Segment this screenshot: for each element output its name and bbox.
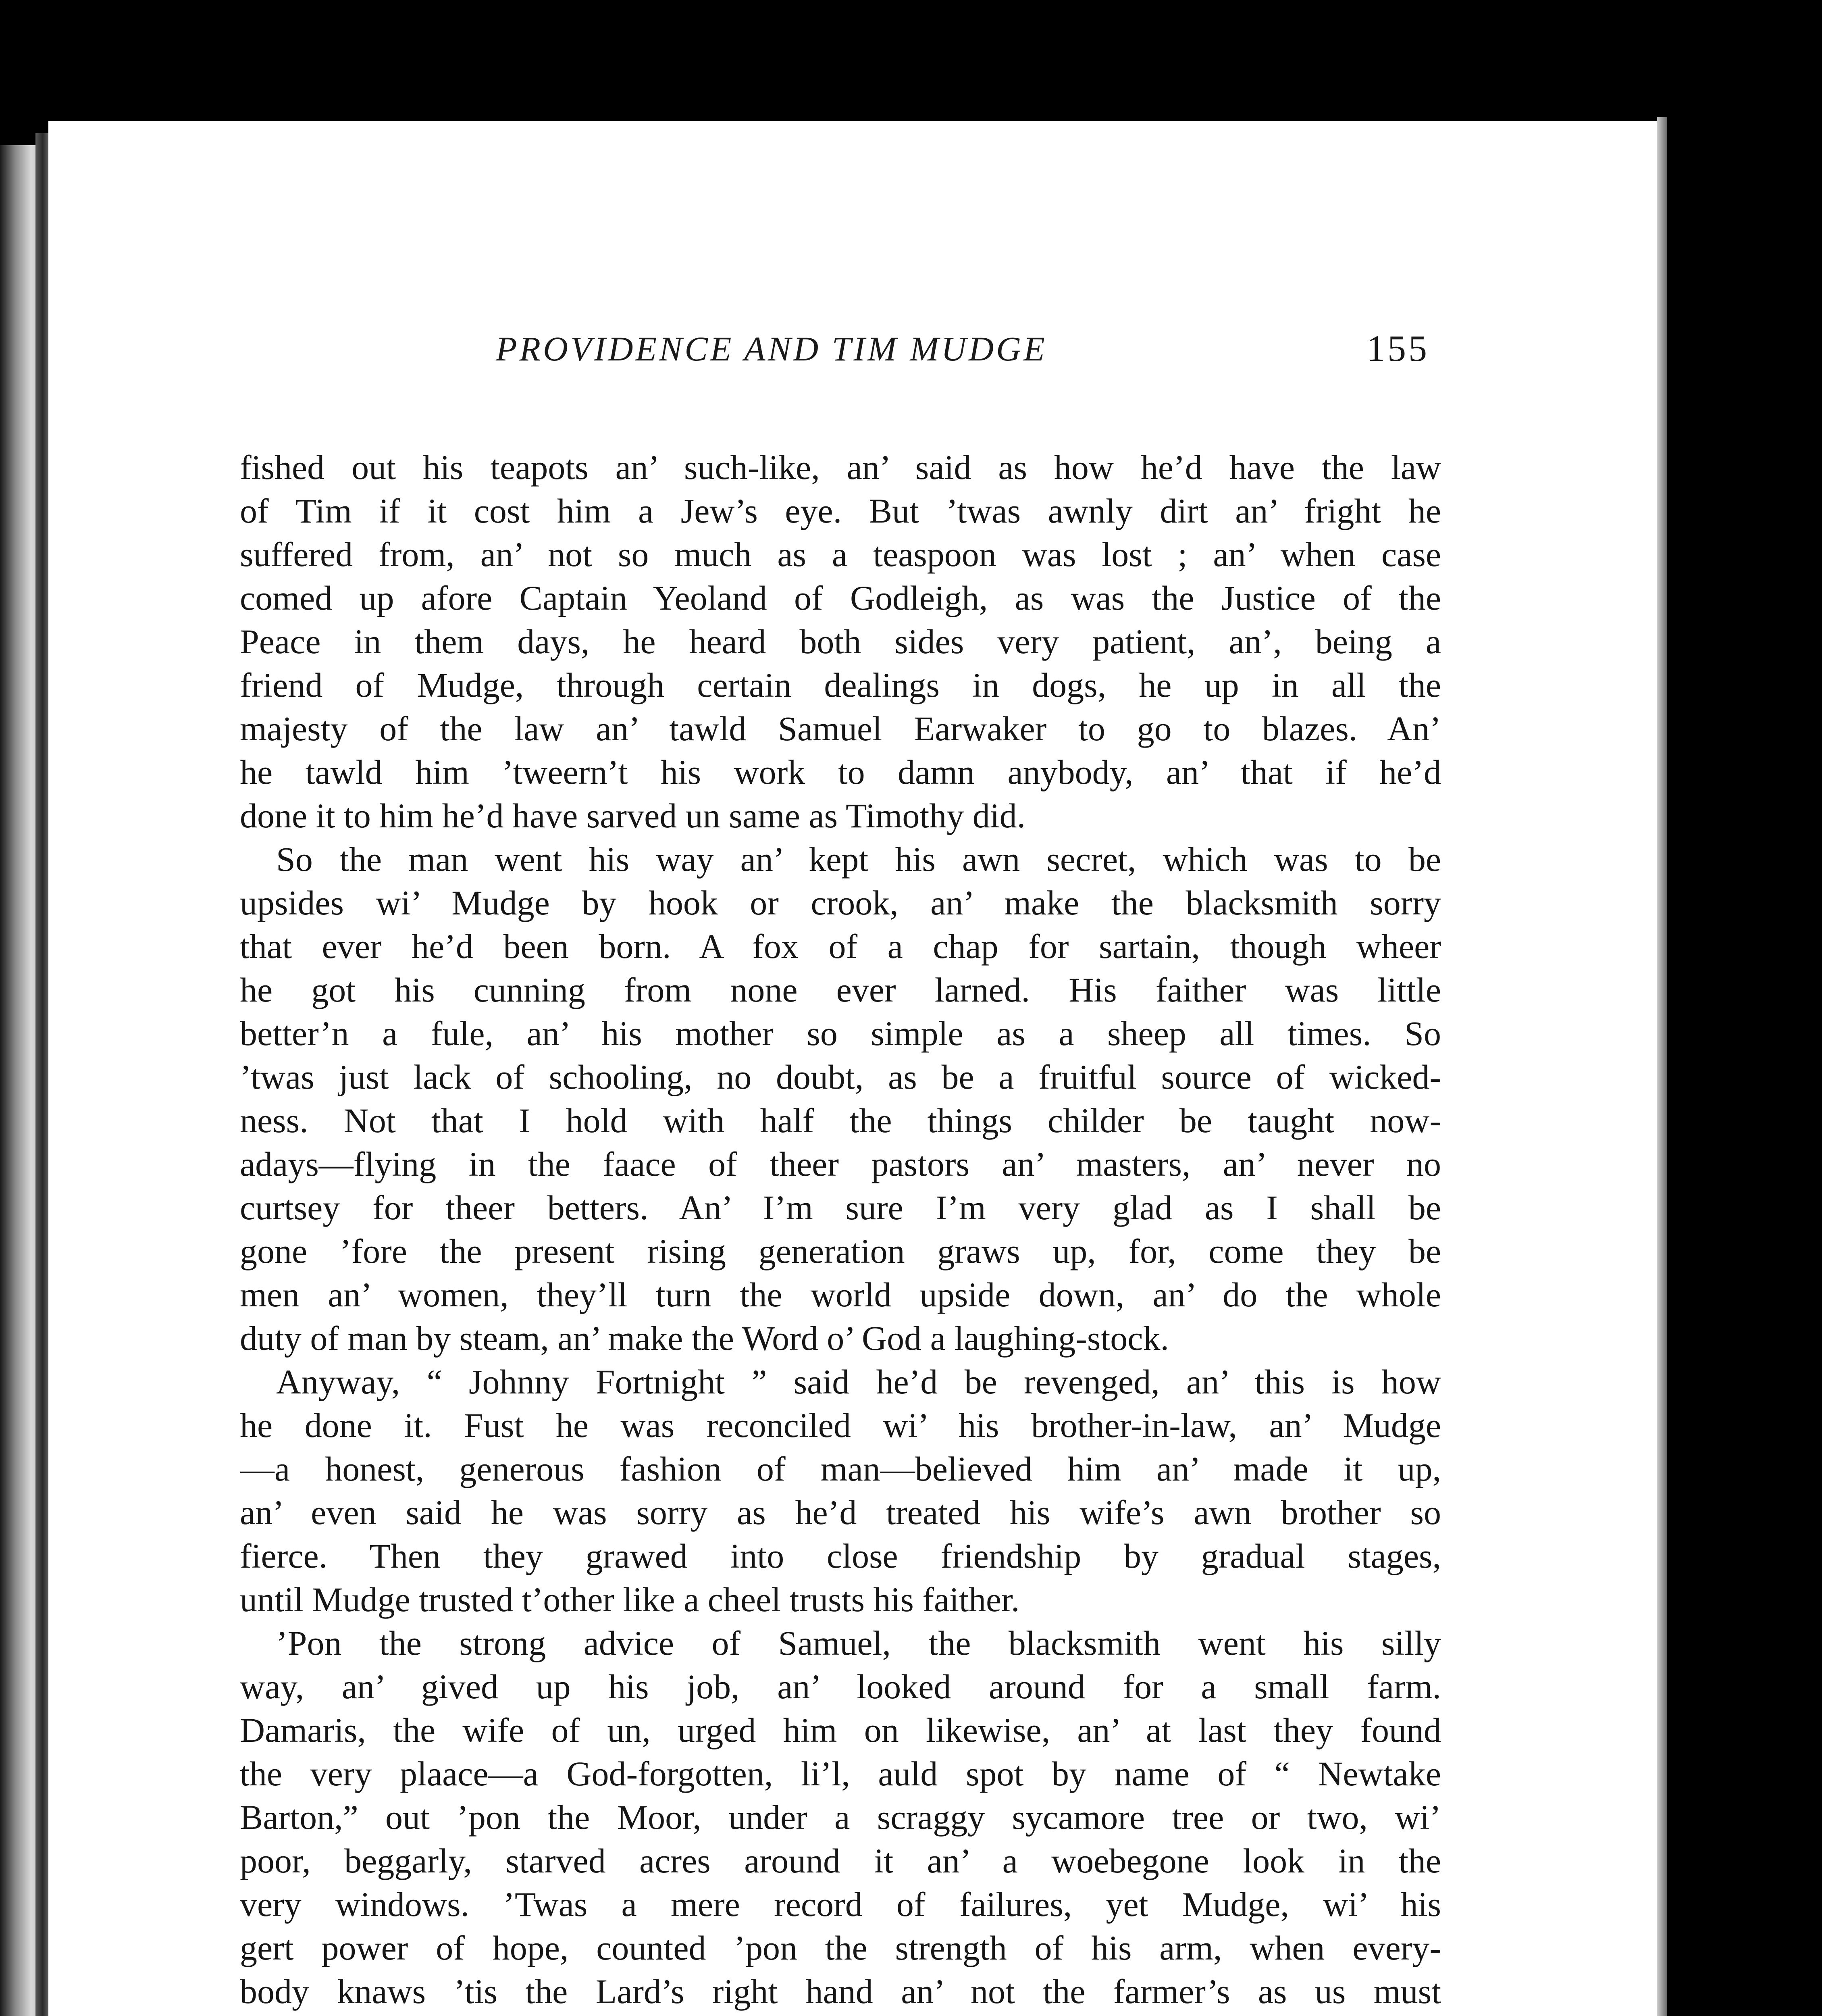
paragraph	[240, 446, 1441, 837]
text-line: curtsey for theer betters. An’ I’m sure I’m very glad as I shall be	[240, 1188, 1441, 1227]
text-line: Peace in them days, he heard both sides very patient, an’, being a	[240, 622, 1441, 661]
text-line: that ever he’d been born. A fox of a chap for sartain, though wheer	[240, 927, 1441, 966]
text-line: he got his cunning from none ever larned. His faither was little	[240, 971, 1441, 1009]
text-line: the very plaace—a God-forgotten, li’l, auld spot by name of “ Newtake	[240, 1754, 1441, 1793]
body-text	[240, 446, 1441, 2016]
text-line: Damaris, the wife of un, urged him on likewise, an’ at last they found	[240, 1711, 1441, 1749]
text-line: very windows. ’Twas a mere record of failures, yet Mudge, wi’ his	[240, 1885, 1441, 1924]
text-line: he done it. Fust he was reconciled wi’ his brother-in-law, an’ Mudge	[240, 1406, 1441, 1445]
text-line: adays—flying in the faace of theer pastors an’ masters, an’ never no	[240, 1145, 1441, 1183]
text-line: ness. Not that I hold with half the things childer be taught now-	[240, 1101, 1441, 1140]
text-line: duty of man by steam, an’ make the Word o’ God a laughing-stock.	[240, 1319, 1169, 1358]
text-line: an’ even said he was sorry as he’d treated his wife’s awn brother so	[240, 1493, 1441, 1532]
page-number: 155	[1366, 328, 1429, 369]
text-line: men an’ women, they’ll turn the world upside down, an’ do the whole	[240, 1275, 1441, 1314]
text-line: until Mudge trusted t’other like a cheel trusts his faither.	[240, 1580, 1020, 1619]
text-line: poor, beggarly, starved acres around it an’ a woebegone look in the	[240, 1841, 1441, 1880]
text-line: of Tim if it cost him a Jew’s eye. But ’twas awnly dirt an’ fright he	[240, 492, 1441, 530]
text-line: better’n a fule, an’ his mother so simple as a sheep all times. So	[240, 1014, 1441, 1053]
text-line: —a honest, generous fashion of man—believed him an’ made it up,	[240, 1450, 1441, 1488]
text-line: friend of Mudge, through certain dealings in dogs, he up in all the	[240, 666, 1441, 704]
text-line: he tawld him ’tweern’t his work to damn anybody, an’ that if he’d	[240, 753, 1441, 791]
book-page	[48, 121, 1662, 2016]
text-line: suffered from, an’ not so much as a teaspoon was lost ; an’ when case	[240, 535, 1441, 574]
text-line: comed up afore Captain Yeoland of Godleigh, as was the Justice of the	[240, 579, 1441, 617]
paragraph	[240, 1621, 1441, 2016]
text-line	[240, 2013, 1441, 2016]
text-line: done it to him he’d have sarved un same as Timothy did.	[240, 796, 1026, 835]
text-line: body knaws ’tis the Lard’s right hand an’ not the farmer’s as us must	[240, 1972, 1441, 2011]
text-line: fierce. Then they grawed into close friendship by gradual stages,	[240, 1537, 1441, 1575]
text-line: gert power of hope, counted ’pon the strength of his arm, when every-	[240, 1929, 1441, 1967]
text-line: So the man went his way an’ kept his awn secret, which was to be	[276, 840, 1441, 879]
text-line: upsides wi’ Mudge by hook or crook, an’ make the blacksmith sorry	[240, 883, 1441, 922]
running-head	[48, 304, 1657, 385]
text-line: Anyway, “ Johnny Fortnight ” said he’d be revenged, an’ this is how	[276, 1362, 1441, 1401]
running-head-title: PROVIDENCE AND TIM MUDGE	[496, 329, 1047, 368]
text-line: fished out his teapots an’ such-like, an’ said as how he’d have the law	[240, 448, 1441, 487]
text-line: ’Pon the strong advice of Samuel, the blacksmith went his silly	[276, 1624, 1441, 1662]
text-line: way, an’ gived up his job, an’ looked around for a small farm.	[240, 1667, 1441, 1706]
text-line: Barton,” out ’pon the Moor, under a scraggy sycamore tree or two, wi’	[240, 1798, 1441, 1837]
text-line: gone ’fore the present rising generation graws up, for, come they be	[240, 1232, 1441, 1270]
paragraph	[240, 1360, 1441, 1621]
paragraph	[240, 837, 1441, 1360]
text-line: ’twas just lack of schooling, no doubt, as be a fruitful source of wicked-	[240, 1058, 1441, 1096]
page-right-edge	[1657, 117, 1667, 2016]
text-line: majesty of the law an’ tawld Samuel Earwaker to go to blazes. An’	[240, 709, 1441, 748]
